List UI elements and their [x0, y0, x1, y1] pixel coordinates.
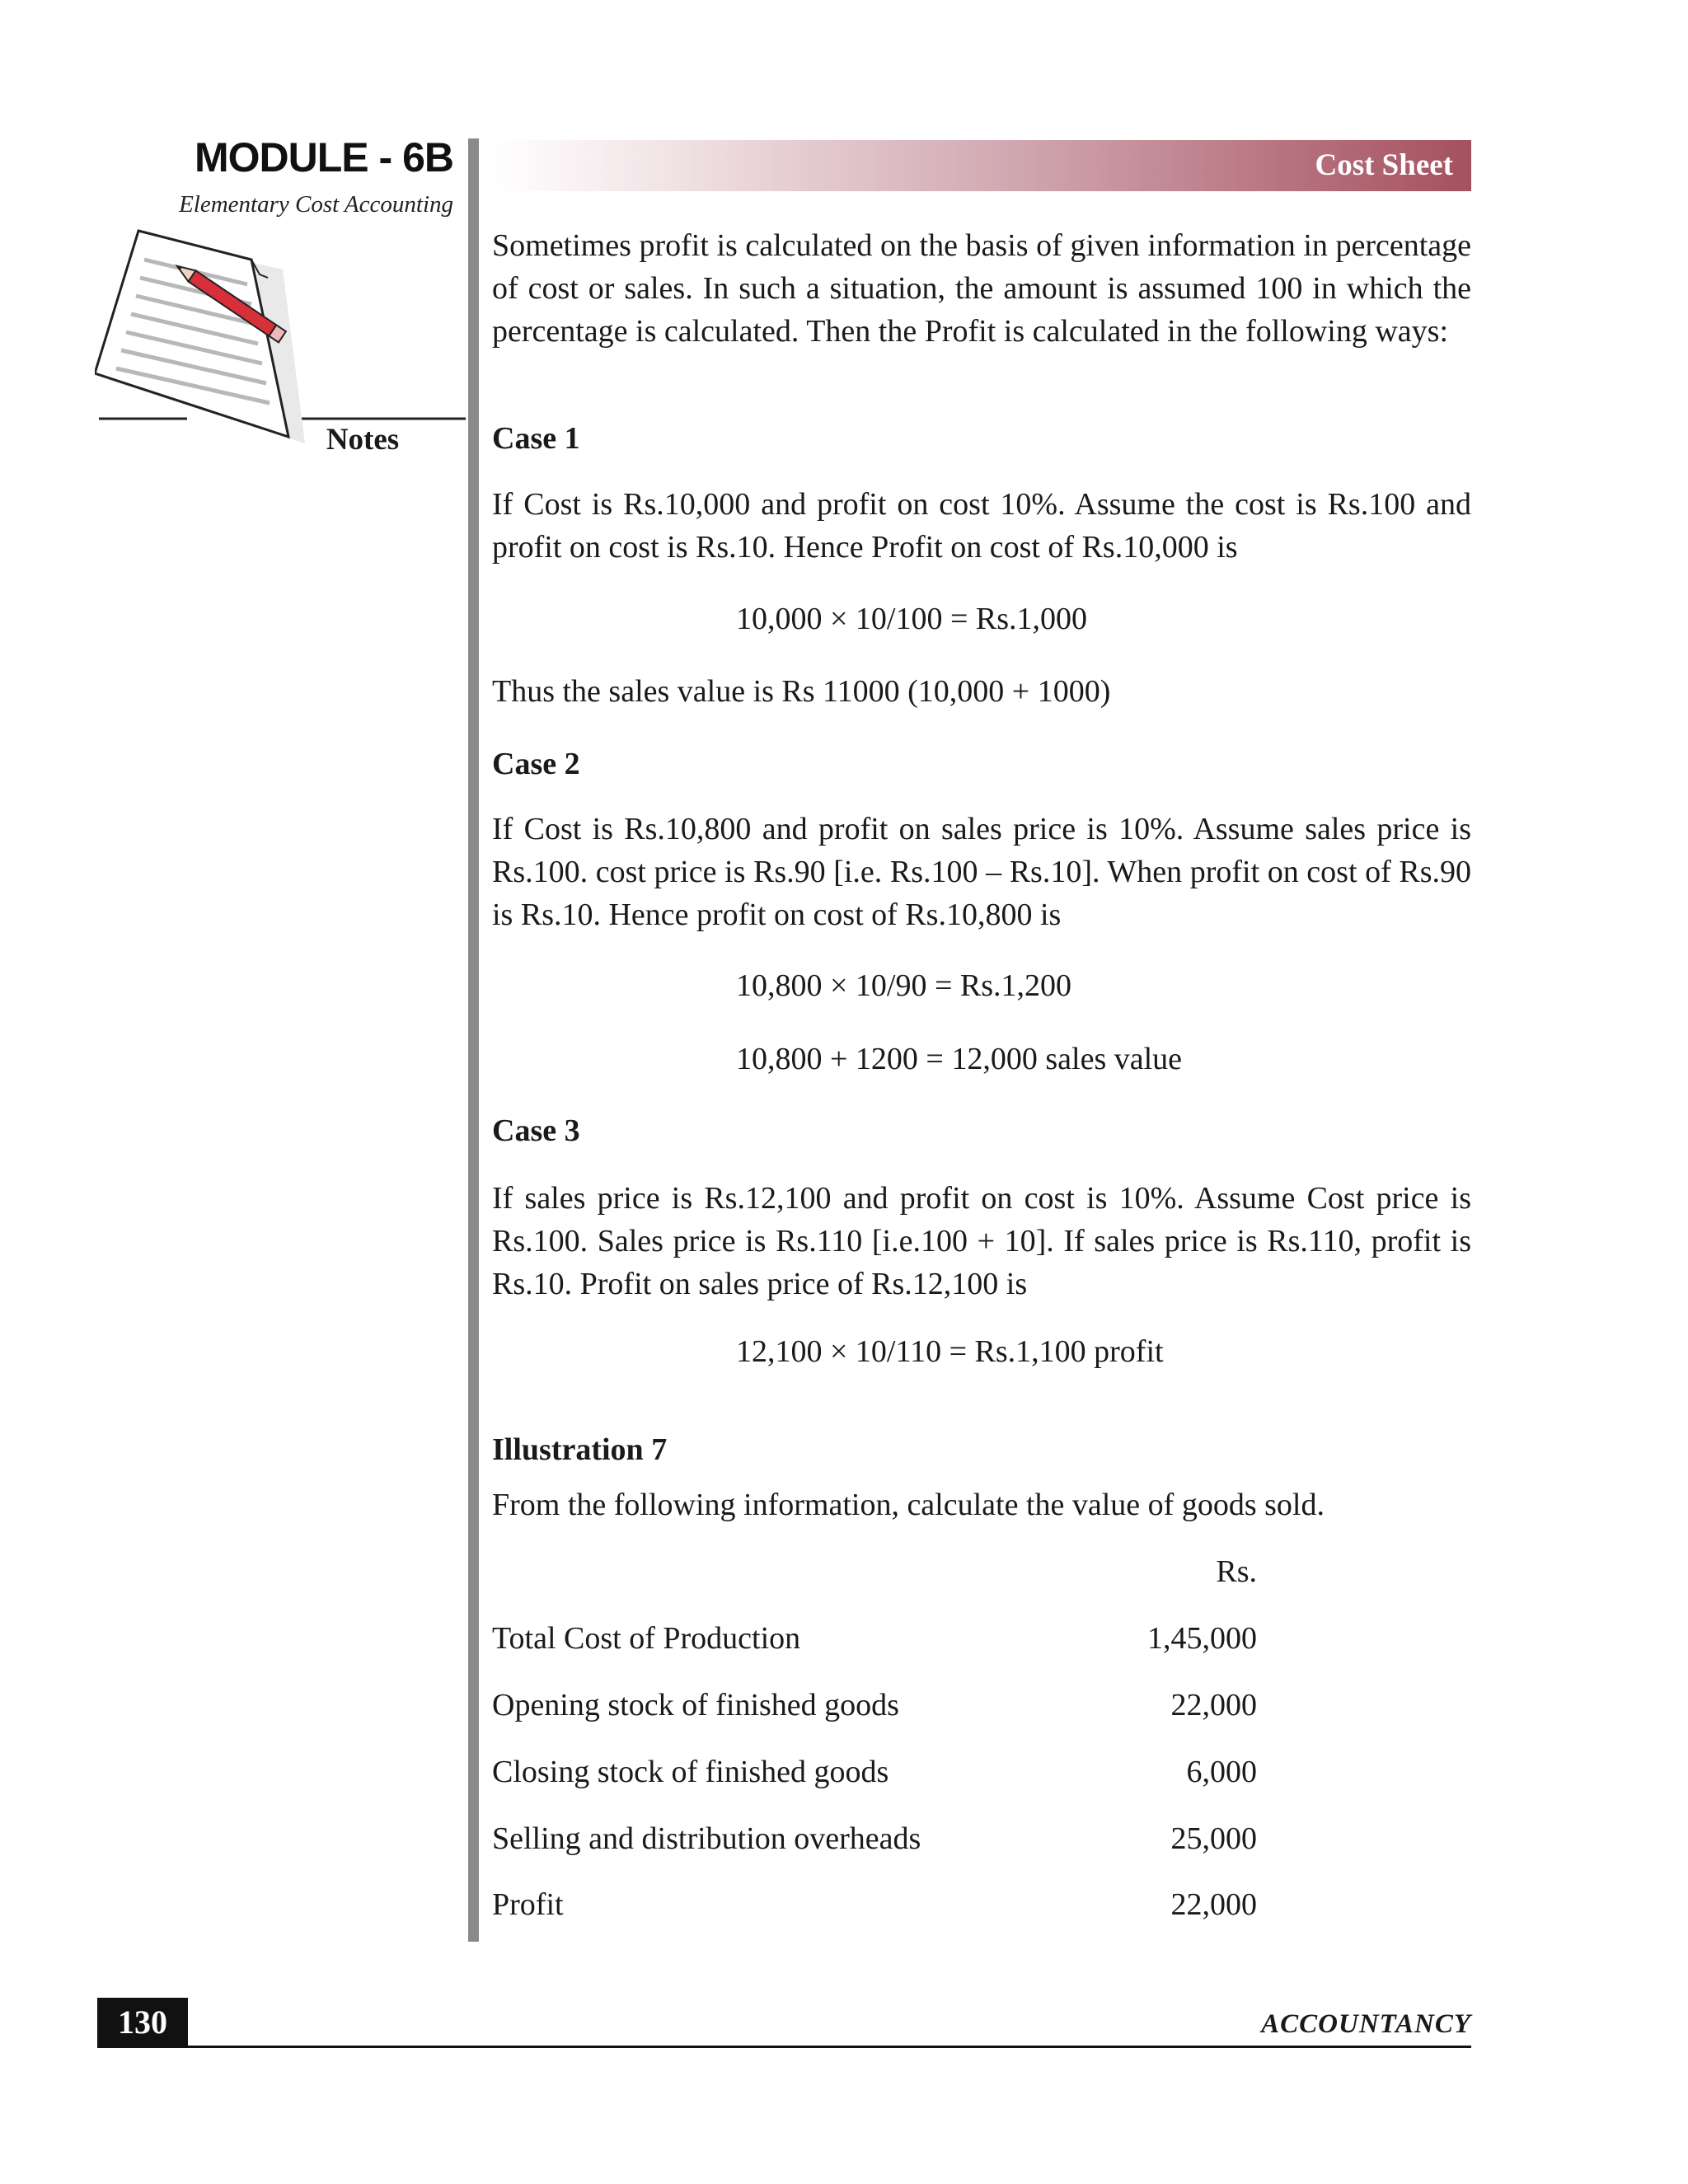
case-2-paragraph: If Cost is Rs.10,800 and profit on sales price is 10%. Assume sales price is Rs.100. cost price is Rs.90 [i.e. Rs.100 – Rs.10]. When profit on cost of Rs.90 is Rs.10. Hence profit on cost of Rs.10,800 is	[492, 812, 1471, 932]
currency-header: Rs.	[1216, 1554, 1257, 1589]
illustration-paragraph: From the following information, calculate the value of goods sold.	[492, 1488, 1325, 1522]
table-row-label: Selling and distribution overheads	[492, 1821, 921, 1856]
table-row-value: 6,000	[1186, 1755, 1257, 1789]
case-1-formula: 10,000 × 10/100 = Rs.1,000	[736, 602, 1088, 636]
case-3-heading: Case 3	[492, 1113, 580, 1148]
header-band	[492, 140, 1471, 191]
case-2-heading: Case 2	[492, 747, 580, 781]
case-1-result: Thus the sales value is Rs 11000 (10,000 + 1000)	[492, 674, 1111, 709]
paper-and-pencil-icon	[95, 218, 474, 457]
illustration-heading: Illustration 7	[492, 1432, 668, 1467]
module-title: MODULE - 6B	[195, 134, 453, 180]
module-subtitle: Elementary Cost Accounting	[179, 191, 453, 218]
table-row-label: Total Cost of Production	[492, 1621, 801, 1656]
footer-rule	[97, 2046, 1471, 2048]
footer-subject: ACCOUNTANCY	[1261, 2009, 1471, 2039]
case-3-paragraph: If sales price is Rs.12,100 and profit on cost is 10%. Assume Cost price is Rs.100. Sales price is Rs.110 [i.e.100 + 10]. If sales price is Rs.110, profit is Rs.10. Profit on sales price of Rs.12,100 is	[492, 1181, 1471, 1301]
table-row-value: 22,000	[1170, 1887, 1257, 1922]
case-3-formula: 12,100 × 10/110 = Rs.1,100 profit	[736, 1334, 1164, 1369]
table-row-value: 1,45,000	[1147, 1621, 1257, 1656]
intro-paragraph: Sometimes profit is calculated on the basis of given information in percentage of cost or sales. In such a situation, the amount is assumed 100 in which the percentage is calculated. Then the Profit is calculated in the following ways:	[492, 228, 1471, 349]
section-title: Cost Sheet	[1315, 148, 1453, 182]
table-row-label: Closing stock of finished goods	[492, 1755, 889, 1789]
case-1-paragraph: If Cost is Rs.10,000 and profit on cost 10%. Assume the cost is Rs.100 and profit on cost is Rs.10. Hence Profit on cost of Rs.10,000 is	[492, 487, 1471, 565]
table-row-value: 22,000	[1170, 1688, 1257, 1722]
vertical-rule	[468, 138, 479, 1942]
page-number: 130	[97, 1998, 188, 2047]
case-2-formula-2: 10,800 + 1200 = 12,000 sales value	[736, 1042, 1183, 1076]
table-row-value: 25,000	[1170, 1821, 1257, 1856]
table-row-label: Profit	[492, 1887, 564, 1922]
table-row-label: Opening stock of finished goods	[492, 1688, 899, 1722]
case-2-formula-1: 10,800 × 10/90 = Rs.1,200	[736, 968, 1072, 1003]
notes-label: Notes	[326, 423, 400, 457]
case-1-heading: Case 1	[492, 421, 580, 456]
